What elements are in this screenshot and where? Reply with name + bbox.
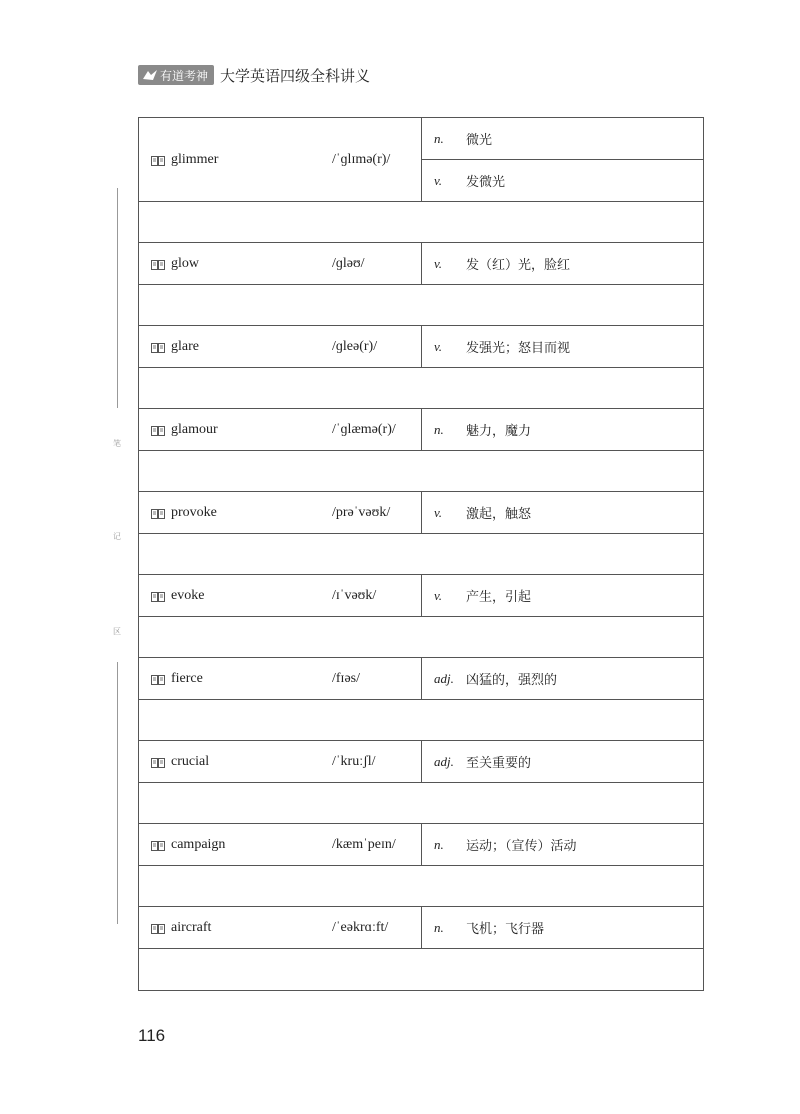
meaning: 发微光 <box>466 175 506 190</box>
page-number: 116 <box>138 1026 166 1045</box>
notes-blank-row[interactable] <box>139 866 703 907</box>
notes-blank-row[interactable] <box>139 949 703 990</box>
word: campaign <box>171 836 226 852</box>
notes-blank-row[interactable] <box>139 202 703 243</box>
notes-blank-row[interactable] <box>139 700 703 741</box>
vocab-entry-row <box>139 824 703 866</box>
definition-cell <box>422 243 703 284</box>
book-icon <box>151 591 165 601</box>
vocab-entry-row <box>139 907 703 949</box>
book-icon <box>151 923 165 933</box>
vocab-entry-row <box>139 575 703 617</box>
phonetic: /ˈeəkrɑːft/ <box>332 919 389 935</box>
word-group <box>139 837 332 853</box>
word-group <box>139 422 332 438</box>
definition-cell <box>422 907 703 948</box>
word: crucial <box>171 753 210 769</box>
definition-line <box>422 824 703 865</box>
word-cell <box>139 907 422 948</box>
vocabulary-table <box>138 117 704 991</box>
brand-wing-icon <box>142 68 158 82</box>
word-group <box>139 754 332 770</box>
word: fierce <box>171 670 203 686</box>
vocab-entry-row <box>139 243 703 285</box>
meaning: 飞机；飞行器 <box>466 922 545 937</box>
meaning: 发（红）光，脸红 <box>466 258 571 273</box>
definition-cell <box>422 575 703 616</box>
definition-cell <box>422 409 703 450</box>
notes-blank-row[interactable] <box>139 617 703 658</box>
definition-cell <box>422 326 703 367</box>
word-group <box>139 152 332 168</box>
word-cell <box>139 243 422 284</box>
meaning: 微光 <box>466 133 493 148</box>
word-group <box>139 671 332 687</box>
phonetic: /fɪəs/ <box>332 670 360 686</box>
vocab-entry-row <box>139 118 703 202</box>
word: provoke <box>171 504 217 520</box>
word: evoke <box>171 587 205 603</box>
part-of-speech: adj. <box>434 753 454 769</box>
word: aircraft <box>171 919 212 935</box>
definition-cell <box>422 492 703 533</box>
notes-blank-row[interactable] <box>139 285 703 326</box>
phonetic: /ɡləʊ/ <box>332 255 365 271</box>
part-of-speech: v. <box>434 255 443 271</box>
phonetic: /ɡleə(r)/ <box>332 338 378 354</box>
vocab-entry-row <box>139 326 703 368</box>
phonetic: /ˈɡlɪmə(r)/ <box>332 151 391 167</box>
word-cell <box>139 741 422 782</box>
definition-line <box>422 159 703 201</box>
meaning: 魅力，魔力 <box>466 424 532 439</box>
word-group <box>139 339 332 355</box>
part-of-speech: adj. <box>434 670 454 686</box>
definition-line <box>422 741 703 782</box>
part-of-speech: v. <box>434 172 443 188</box>
meaning: 运动；（宣传）活动 <box>466 839 577 854</box>
word-group <box>139 588 332 604</box>
word-cell <box>139 326 422 367</box>
side-divider-bottom <box>117 662 118 924</box>
definition-line <box>422 575 703 616</box>
meaning: 产生，引起 <box>466 590 532 605</box>
book-icon <box>151 259 165 269</box>
definition-line <box>422 907 703 948</box>
definition-cell <box>422 741 703 782</box>
word-cell <box>139 118 422 201</box>
side-note-char: 笔 <box>113 439 121 448</box>
part-of-speech: n. <box>434 130 444 146</box>
word-cell <box>139 409 422 450</box>
notes-blank-row[interactable] <box>139 783 703 824</box>
word-cell <box>139 492 422 533</box>
word-group <box>139 920 332 936</box>
definition-line <box>422 326 703 367</box>
definition-cell <box>422 658 703 699</box>
book-icon <box>151 840 165 850</box>
meaning: 激起，触怒 <box>466 507 532 522</box>
word-cell <box>139 658 422 699</box>
phonetic: /ɪˈvəʊk/ <box>332 587 377 603</box>
side-note-char: 区 <box>113 627 121 636</box>
phonetic: /prəˈvəʊk/ <box>332 504 391 520</box>
page-header <box>138 64 370 86</box>
word: glare <box>171 338 199 354</box>
word: glamour <box>171 421 218 437</box>
definition-line <box>422 243 703 284</box>
vocab-entry-row <box>139 409 703 451</box>
definition-line <box>422 409 703 450</box>
part-of-speech: v. <box>434 587 443 603</box>
part-of-speech: n. <box>434 836 444 852</box>
definition-line <box>422 118 703 159</box>
book-icon <box>151 757 165 767</box>
brand-name: 有道考神 <box>160 68 209 83</box>
word: glimmer <box>171 151 219 167</box>
book-icon <box>151 674 165 684</box>
book-icon <box>151 155 165 165</box>
vocab-entry-row <box>139 658 703 700</box>
book-icon <box>151 425 165 435</box>
word-group <box>139 256 332 272</box>
book-icon <box>151 342 165 352</box>
part-of-speech: v. <box>434 338 443 354</box>
brand-logo <box>138 65 214 85</box>
definition-line <box>422 658 703 699</box>
word: glow <box>171 255 199 271</box>
vocab-entry-row <box>139 492 703 534</box>
side-divider-top <box>117 188 118 408</box>
notes-blank-row[interactable] <box>139 451 703 492</box>
phonetic: /ˈɡlæmə(r)/ <box>332 421 396 437</box>
word-cell <box>139 575 422 616</box>
definition-cell <box>422 824 703 865</box>
definition-line <box>422 492 703 533</box>
part-of-speech: n. <box>434 919 444 935</box>
meaning: 至关重要的 <box>466 756 532 771</box>
notes-blank-row[interactable] <box>139 534 703 575</box>
phonetic: /ˈkruːʃl/ <box>332 753 376 769</box>
side-note-char: 记 <box>113 532 121 541</box>
vocab-entry-row <box>139 741 703 783</box>
notes-blank-row[interactable] <box>139 368 703 409</box>
part-of-speech: v. <box>434 504 443 520</box>
book-icon <box>151 508 165 518</box>
word-cell <box>139 824 422 865</box>
meaning: 凶猛的，强烈的 <box>466 673 558 688</box>
part-of-speech: n. <box>434 421 444 437</box>
definition-cell <box>422 118 703 201</box>
meaning: 发强光；怒目而视 <box>466 341 571 356</box>
phonetic: /kæmˈpeɪn/ <box>332 836 396 852</box>
book-title: 大学英语四级全科讲义 <box>220 66 371 85</box>
word-group <box>139 505 332 521</box>
